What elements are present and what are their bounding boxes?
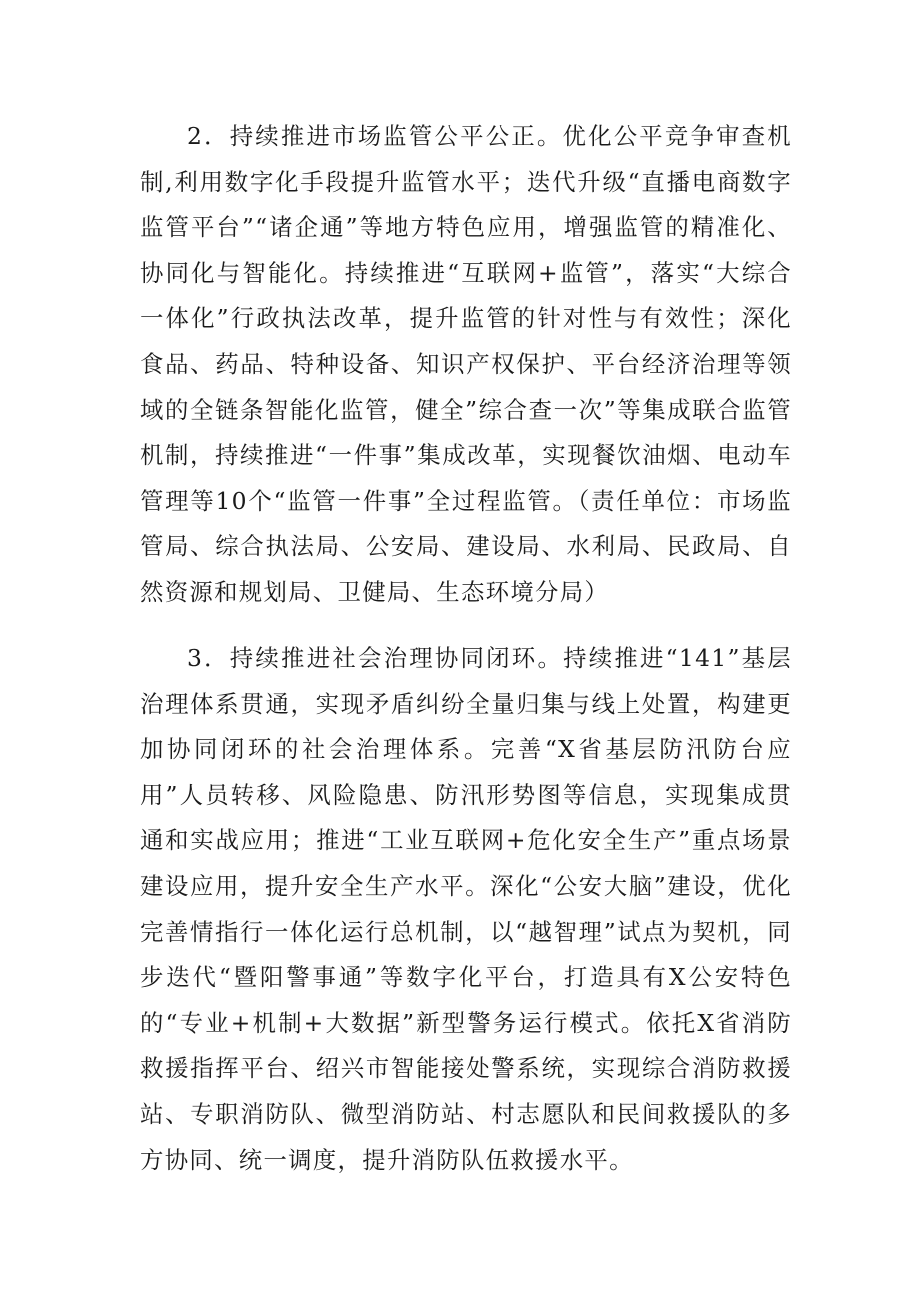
paragraph-market-supervision: 2．持续推进市场监管公平公正。优化公平竞争审查机制,利用数字化手段提升监管水平；迭代升级“直播电商数字监管平台”“诸企通”等地方特色应用，增强监管的精准化、协同化与智能化。持续推进“互联网+监管”，落实“大综合一体化”行政执法改革，提升监管的针对性与有效性；深化食品、药品、特种设备、知识产权保护、平台经济治理等领域的全链条智能化监管，健全”综合查一次”等集成联合监管机制，持续推进“一件事”集成改革，实现餐饮油烟、电动车管理等10个“监管一件事”全过程监管。（责任单位：市场监管局、综合执法局、公安局、建设局、水利局、民政局、自然资源和规划局、卫健局、生态环境分局）	[140, 122, 792, 606]
paragraph-social-governance: 3．持续推进社会治理协同闭环。持续推进“141”基层治理体系贯通，实现矛盾纠纷全量归集与线上处置，构建更加协同闭环的社会治理体系。完善“X省基层防汛防台应用”人员转移、风险隐患、防汛形势图等信息，实现集成贯通和实战应用；推进“工业互联网+危化安全生产”重点场景建设应用，提升安全生产水平。深化“公安大脑”建设，优化完善情指行一体化运行总机制，以“越智理”试点为契机，同步迭代“暨阳警事通”等数字化平台，打造具有X公安特色的“专业+机制+大数据”新型警务运行模式。依托X省消防救援指挥平台、绍兴市智能接处警系统，实现综合消防救援站、专职消防队、微型消防站、村志愿队和民间救援队的多方协同、统一调度，提升消防队伍救援水平。	[140, 644, 792, 1174]
